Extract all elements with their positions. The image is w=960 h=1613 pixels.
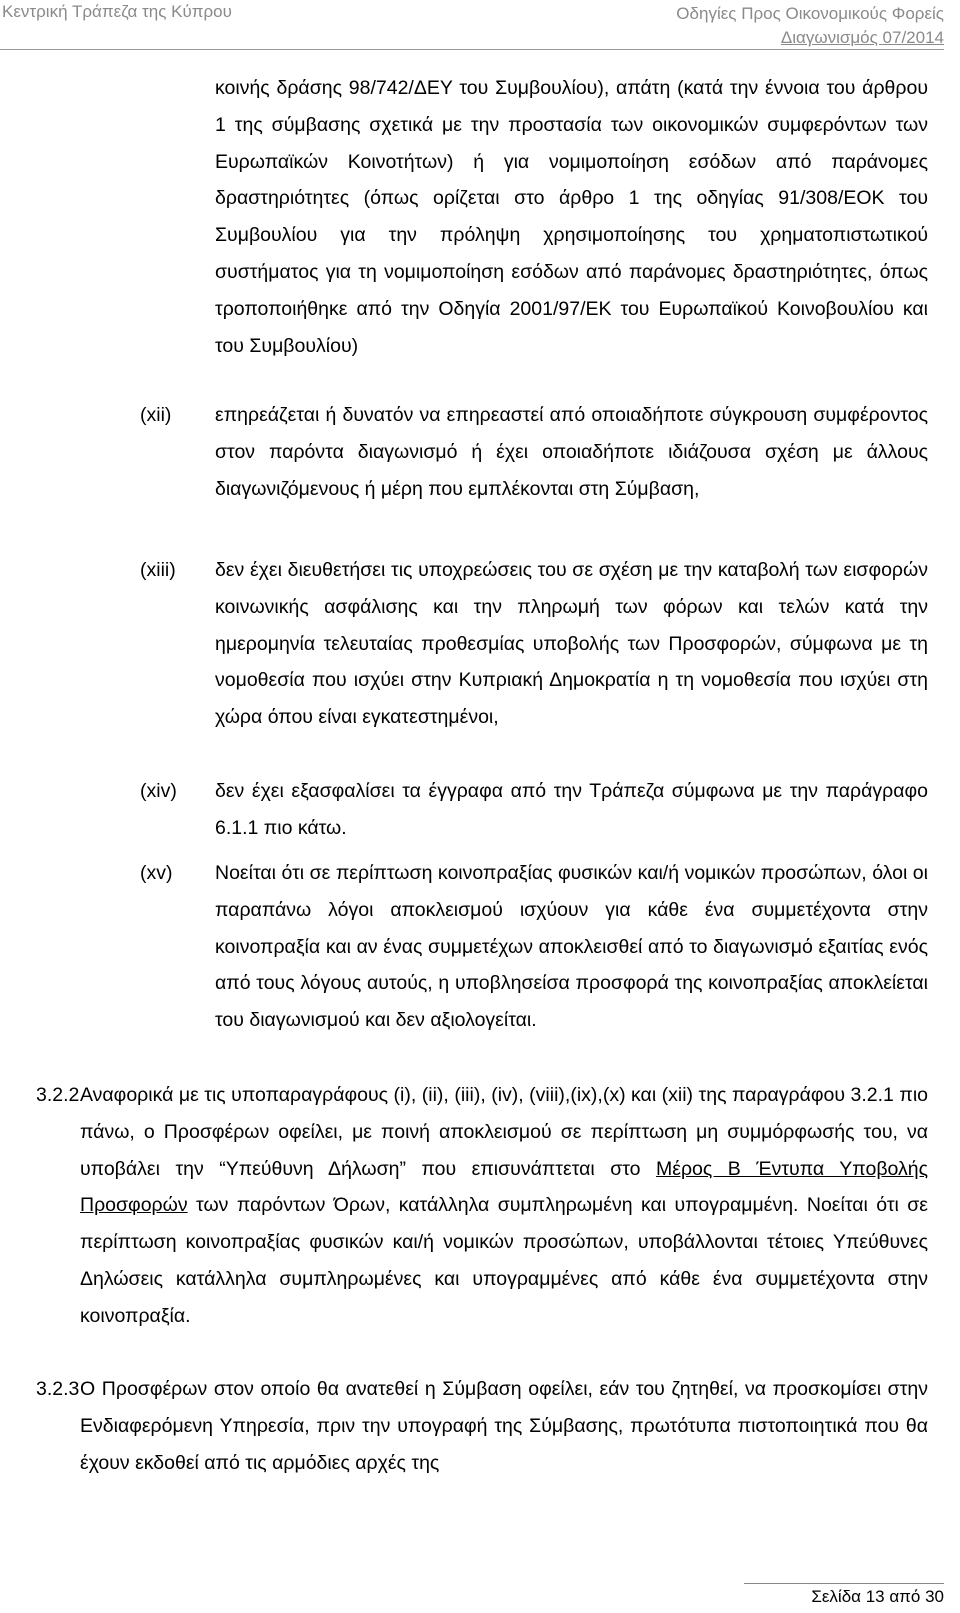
footer-divider — [744, 1583, 944, 1584]
header-divider — [0, 49, 944, 50]
page-number: Σελίδα 13 από 30 — [811, 1587, 944, 1606]
section-text-3-2-3: Ο Προσφέρων στον οποίο θα ανατεθεί η Σύμβαση οφείλει, εάν του ζητηθεί, να προσκομίσει στην Ενδιαφερόμενη Υπηρεσία, πριν την υπογραφή της Σύμβασης, πρωτότυπα πιστοποιητικά που θα έχουν εκδοθεί από τις αρμόδιες αρχές της — [80, 1378, 928, 1474]
section-text-3-2-2 — [80, 1077, 928, 1335]
header-tender-number: Διαγωνισμός 07/2014 — [780, 28, 944, 47]
item-marker-xiv: (xiv) — [140, 780, 177, 802]
header-document-title: Οδηγίες Προς Οικονομικούς Φορείς — [676, 4, 944, 23]
part-b-forms-link[interactable]: Μέρος Β Έντυπα Υποβολής Προσφορών — [80, 1157, 928, 1217]
item-marker-xiii: (xiii) — [140, 559, 176, 581]
header-organization: Κεντρική Τράπεζα της Κύπρου — [2, 2, 232, 21]
item-marker-xii: (xii) — [140, 404, 172, 426]
section-3-2-2-text-before: Αναφορικά με τις υποπαραγράφους (i), (ii), (iii), (iv), (viii),(ix),(x) και (xii) της παραγράφου 3.2.1 πιο πάνω, ο Προσφέρων οφείλει, με ποινή αποκλεισμού σε περίπτωση μη συμμόρφωσής του, να υποβάλει την “Υπεύθυνη Δήλωση” που επισυνάπτεται στο — [80, 1084, 928, 1180]
section-number-3-2-2: 3.2.2 — [36, 1084, 80, 1106]
section-3-2-2-text-after: των παρόντων Όρων, κατάλληλα συμπληρωμένη και υπογραμμένη. Νοείται ότι σε περίπτωση κοινοπραξίας φυσικών και/ή νομικών προσώπων, υποβάλλονται τέτοιες Υπεύθυνες Δηλώσεις κατάλληλα συμπληρωμένες και υπογραμμένες από κάθε ένα συμμετέχοντα στην κοινοπραξία. — [80, 1194, 928, 1327]
section-number-3-2-3: 3.2.3 — [36, 1378, 80, 1400]
item-text-xiv: δεν έχει εξασφαλίσει τα έγγραφα από την Τράπεζα σύμφωνα με την παράγραφο 6.1.1 πιο κάτω. — [215, 780, 928, 839]
item-text-xii: επηρεάζεται ή δυνατόν να επηρεαστεί από οποιαδήποτε σύγκρουση συμφέροντος στον παρόντα διαγωνισμό ή έχει οποιαδήποτε ιδιάζουσα σχέση με άλλους διαγωνιζόμενους ή μέρη που εμπλέκονται στη Σύμβαση, — [215, 404, 928, 500]
page-header — [0, 0, 960, 52]
item-marker-xv: (xv) — [140, 862, 173, 884]
continuation-paragraph: κοινής δράσης 98/742/ΔΕΥ του Συμβουλίου), απάτη (κατά την έννοια του άρθρου 1 της σύμβασης σχετικά με την προστασία των οικονομικών συμφερόντων των Ευρωπαϊκών Κοινοτήτων) ή για νομιμοποίηση εσόδων από παράνομες δραστηριότητες (όπως ορίζεται στο άρθρο 1 της οδηγίας 91/308/ΕΟΚ του Συμβουλίου για την πρόληψη χρησιμοποίησης του χρηματοπιστωτικού συστήματος για τη νομιμοποίηση εσόδων από παράνομες δραστηριότητες, όπως τροποποιήθηκε από την Οδηγία 2001/97/ΕΚ του Ευρωπαϊκού Κοινοβουλίου και του Συμβουλίου) — [215, 77, 928, 357]
item-text-xv: Νοείται ότι σε περίπτωση κοινοπραξίας φυσικών και/ή νομικών προσώπων, όλοι οι παραπάνω λόγοι αποκλεισμού ισχύουν για κάθε ένα συμμετέχοντα στην κοινοπραξία και αν ένας συμμετέχων αποκλεισθεί από το διαγωνισμό εξαιτίας ενός από τους λόγους αυτούς, η υποβλησείσα προσφορά της κοινοπραξίας αποκλείεται του διαγωνισμού και δεν αξιολογείται. — [215, 862, 928, 1032]
header-document-info — [676, 2, 944, 50]
item-text-xiii: δεν έχει διευθετήσει τις υποχρεώσεις του σε σχέση με την καταβολή των εισφορών κοινωνικής ασφάλισης και την πληρωμή των φόρων και τελών κατά την ημερομηνία τελευταίας προθεσμίας υποβολής των Προσφορών, σύμφωνα με τη νομοθεσία που ισχύει στην Κυπριακή Δημοκρατία η τη νομοθεσία που ισχύει στη χώρα όπου είναι εγκατεστημένοι, — [215, 559, 928, 729]
